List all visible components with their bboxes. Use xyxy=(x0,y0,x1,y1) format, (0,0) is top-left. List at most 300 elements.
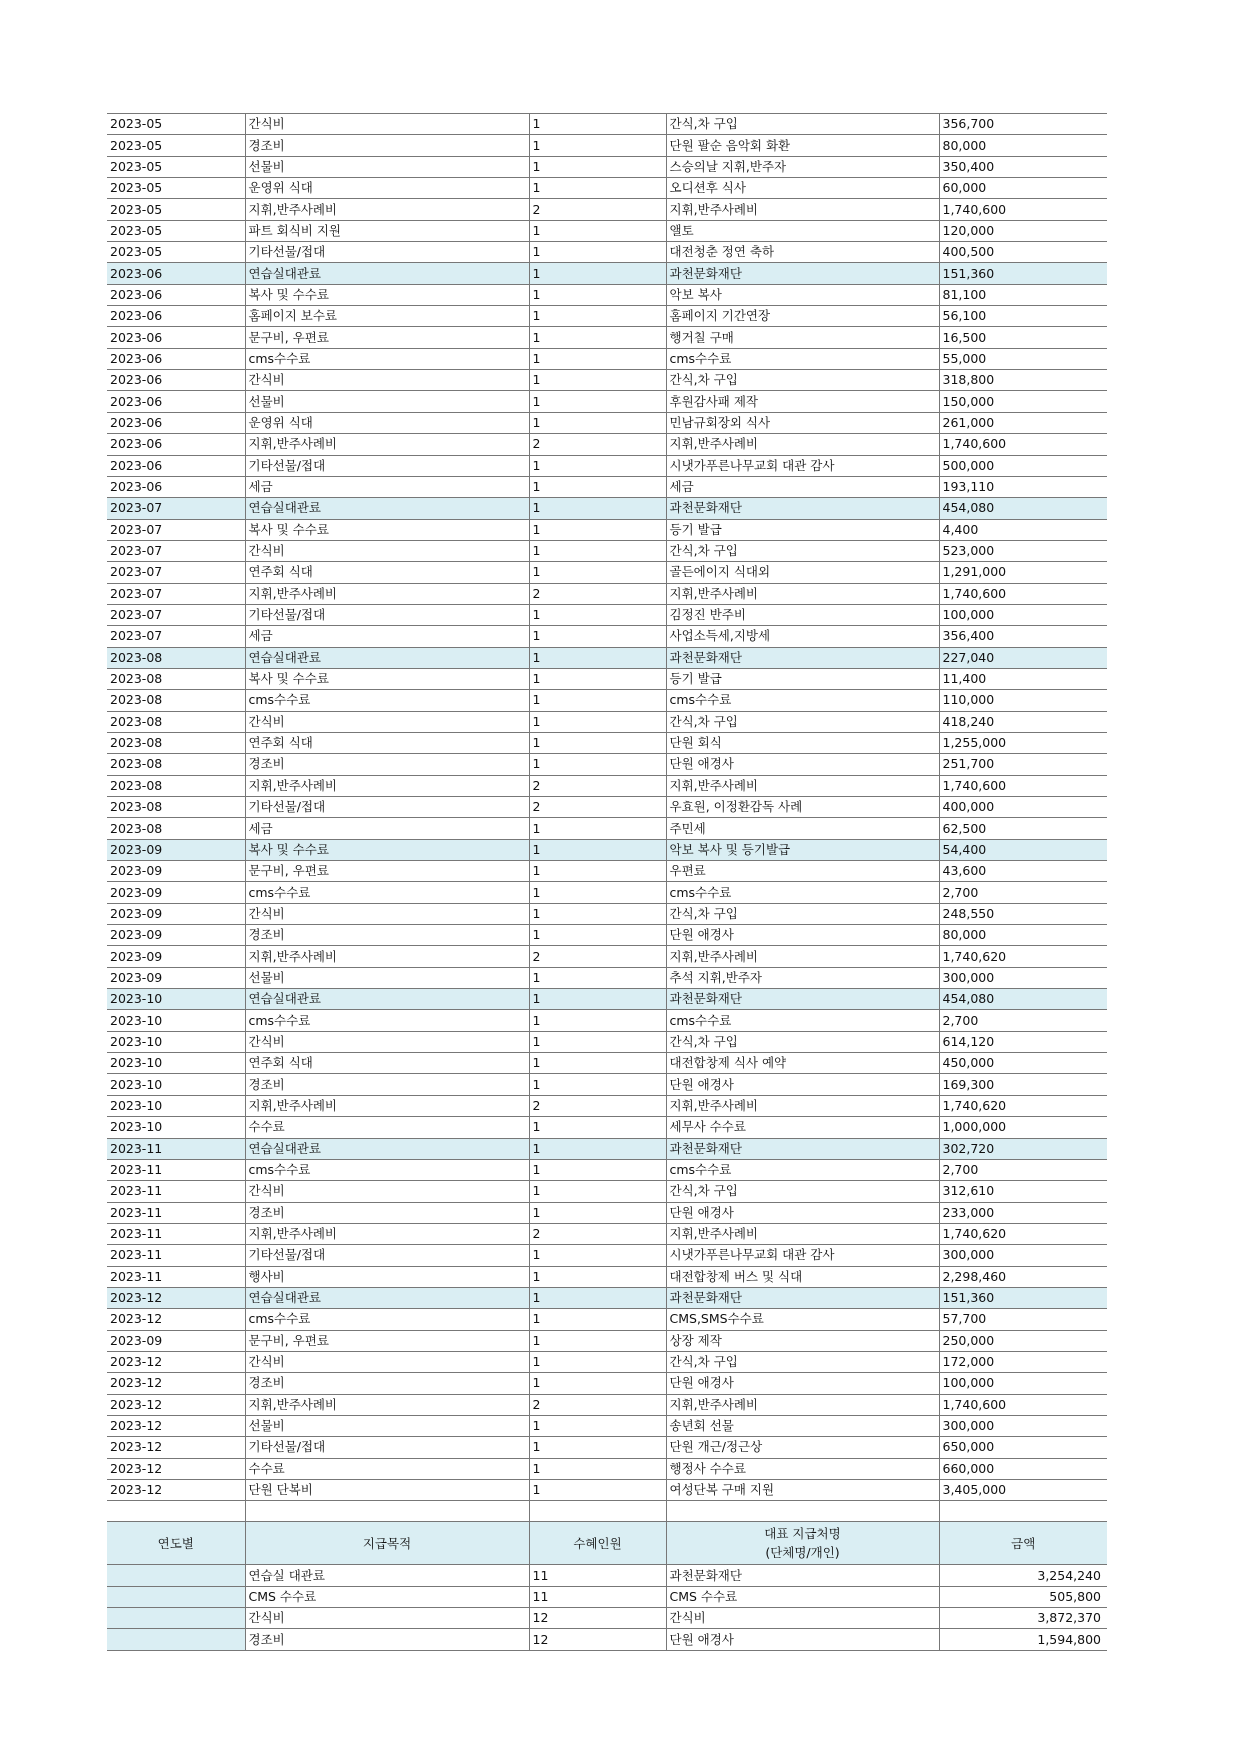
cell-month: 2023-08 xyxy=(107,711,245,732)
cell-purpose: 연습실대관료 xyxy=(245,647,529,668)
summary-section xyxy=(107,1501,1107,1565)
cell-purpose: 간식비 xyxy=(245,1351,529,1372)
cell-payee: 단원 애경사 xyxy=(666,1074,939,1095)
cell-month: 2023-09 xyxy=(107,946,245,967)
cell-recipients: 1 xyxy=(529,818,666,839)
cell-payee: 추석 지휘,반주자 xyxy=(666,967,939,988)
cell-recipients: 2 xyxy=(529,775,666,796)
cell-month: 2023-06 xyxy=(107,327,245,348)
cell-recipients: 1 xyxy=(529,1117,666,1138)
cell-amount: 614,120 xyxy=(939,1031,1107,1052)
header-year: 연도별 xyxy=(107,1522,245,1565)
cell-purpose: 행사비 xyxy=(245,1266,529,1287)
cell-payee: 세금 xyxy=(666,476,939,497)
cell-month: 2023-10 xyxy=(107,1117,245,1138)
cell-month: 2023-08 xyxy=(107,818,245,839)
cell-month: 2023-11 xyxy=(107,1266,245,1287)
cell-payee: 송년회 선물 xyxy=(666,1415,939,1436)
cell-recipients: 1 xyxy=(529,135,666,156)
cell-month: 2023-05 xyxy=(107,220,245,241)
cell-recipients: 1 xyxy=(529,263,666,284)
cell-amount: 4,400 xyxy=(939,519,1107,540)
cell-month: 2023-06 xyxy=(107,370,245,391)
cell-month: 2023-12 xyxy=(107,1373,245,1394)
cell-recipients: 1 xyxy=(529,327,666,348)
cell-month: 2023-08 xyxy=(107,732,245,753)
cell-purpose: 단원 단복비 xyxy=(245,1480,529,1501)
cell-purpose: cms수수료 xyxy=(245,690,529,711)
summary-rows xyxy=(107,1565,1107,1650)
cell-month: 2023-06 xyxy=(107,476,245,497)
cell-payee: 간식,차 구입 xyxy=(666,114,939,135)
cell-amount: 1,740,600 xyxy=(939,583,1107,604)
cell-amount: 1,291,000 xyxy=(939,562,1107,583)
header-purpose: 지급목적 xyxy=(245,1522,529,1565)
cell-month: 2023-05 xyxy=(107,178,245,199)
cell-purpose: 기타선물/접대 xyxy=(245,1245,529,1266)
cell-recipients: 1 xyxy=(529,242,666,263)
cell-purpose: 기타선물/접대 xyxy=(245,242,529,263)
table-row xyxy=(107,1223,1107,1244)
table-row xyxy=(107,348,1107,369)
cell-purpose: 문구비, 우편료 xyxy=(245,861,529,882)
table-row xyxy=(107,967,1107,988)
cell-payee: 후원감사패 제작 xyxy=(666,391,939,412)
cell-month: 2023-07 xyxy=(107,540,245,561)
cell-month: 2023-09 xyxy=(107,925,245,946)
table-row xyxy=(107,114,1107,135)
table-row xyxy=(107,1159,1107,1180)
cell-payee: 단원 애경사 xyxy=(666,925,939,946)
cell-amount: 418,240 xyxy=(939,711,1107,732)
cell-recipients: 1 xyxy=(529,1245,666,1266)
cell-payee: 스승의날 지휘,반주자 xyxy=(666,156,939,177)
cell-purpose: 선물비 xyxy=(245,1415,529,1436)
table-row xyxy=(107,1480,1107,1501)
cell-purpose: 복사 및 수수료 xyxy=(245,519,529,540)
cell-payee: 단원 개근/정근상 xyxy=(666,1437,939,1458)
cell-month: 2023-09 xyxy=(107,882,245,903)
cell-payee: 지휘,반주사례비 xyxy=(666,775,939,796)
cell-payee: 등기 발급 xyxy=(666,519,939,540)
cell-purpose: 경조비 xyxy=(245,1074,529,1095)
cell-amount: 1,740,620 xyxy=(939,946,1107,967)
cell-amount: 300,000 xyxy=(939,967,1107,988)
summary-purpose: 경조비 xyxy=(245,1629,529,1650)
cell-recipients: 2 xyxy=(529,1095,666,1116)
cell-payee: 악보 복사 xyxy=(666,284,939,305)
cell-month: 2023-11 xyxy=(107,1159,245,1180)
cell-amount: 11,400 xyxy=(939,668,1107,689)
cell-month: 2023-10 xyxy=(107,1095,245,1116)
summary-amount: 3,254,240 xyxy=(939,1565,1107,1586)
cell-recipients: 1 xyxy=(529,562,666,583)
cell-month: 2023-09 xyxy=(107,1330,245,1351)
summary-row xyxy=(107,1565,1107,1586)
cell-purpose: 경조비 xyxy=(245,1373,529,1394)
cell-purpose: 연습실대관료 xyxy=(245,498,529,519)
cell-month: 2023-09 xyxy=(107,967,245,988)
cell-amount: 261,000 xyxy=(939,412,1107,433)
cell-purpose: 연주회 식대 xyxy=(245,1053,529,1074)
cell-amount: 172,000 xyxy=(939,1351,1107,1372)
cell-payee: 등기 발급 xyxy=(666,668,939,689)
cell-payee: 단원 팔순 음악회 화환 xyxy=(666,135,939,156)
cell-purpose: 지휘,반주사례비 xyxy=(245,1095,529,1116)
cell-month: 2023-12 xyxy=(107,1394,245,1415)
cell-purpose: 경조비 xyxy=(245,135,529,156)
summary-purpose: 연습실 대관료 xyxy=(245,1565,529,1586)
cell-recipients: 1 xyxy=(529,1159,666,1180)
cell-recipients: 1 xyxy=(529,1031,666,1052)
cell-purpose: 연습실대관료 xyxy=(245,989,529,1010)
cell-recipients: 1 xyxy=(529,861,666,882)
cell-recipients: 1 xyxy=(529,370,666,391)
summary-purpose: 간식비 xyxy=(245,1608,529,1629)
cell-payee: 간식,차 구입 xyxy=(666,1031,939,1052)
cell-month: 2023-06 xyxy=(107,284,245,305)
cell-recipients: 1 xyxy=(529,647,666,668)
table-row xyxy=(107,1117,1107,1138)
summary-amount: 1,594,800 xyxy=(939,1629,1107,1650)
cell-month: 2023-12 xyxy=(107,1351,245,1372)
cell-recipients: 2 xyxy=(529,1394,666,1415)
table-row xyxy=(107,754,1107,775)
cell-amount: 350,400 xyxy=(939,156,1107,177)
cell-purpose: 복사 및 수수료 xyxy=(245,284,529,305)
cell-month: 2023-12 xyxy=(107,1480,245,1501)
table-row xyxy=(107,1415,1107,1436)
cell-amount: 250,000 xyxy=(939,1330,1107,1351)
cell-recipients: 1 xyxy=(529,306,666,327)
cell-payee: 간식,차 구입 xyxy=(666,1181,939,1202)
header-amount: 금액 xyxy=(939,1522,1107,1565)
cell-amount: 100,000 xyxy=(939,1373,1107,1394)
summary-year-cell xyxy=(107,1586,245,1607)
table-row xyxy=(107,498,1107,519)
cell-payee: 주민세 xyxy=(666,818,939,839)
cell-recipients: 2 xyxy=(529,199,666,220)
cell-month: 2023-07 xyxy=(107,583,245,604)
table-row xyxy=(107,1095,1107,1116)
cell-amount: 1,740,620 xyxy=(939,1223,1107,1244)
cell-amount: 1,000,000 xyxy=(939,1117,1107,1138)
cell-month: 2023-08 xyxy=(107,797,245,818)
table-row xyxy=(107,647,1107,668)
cell-recipients: 1 xyxy=(529,754,666,775)
table-row xyxy=(107,626,1107,647)
cell-recipients: 1 xyxy=(529,391,666,412)
cell-month: 2023-07 xyxy=(107,498,245,519)
table-row xyxy=(107,839,1107,860)
header-payee xyxy=(666,1522,939,1565)
header-recipients: 수혜인원 xyxy=(529,1522,666,1565)
cell-recipients: 1 xyxy=(529,732,666,753)
summary-payee: 과천문화재단 xyxy=(666,1565,939,1586)
cell-recipients: 1 xyxy=(529,1437,666,1458)
table-row xyxy=(107,583,1107,604)
cell-month: 2023-11 xyxy=(107,1202,245,1223)
cell-payee: 지휘,반주사례비 xyxy=(666,1394,939,1415)
cell-amount: 1,740,600 xyxy=(939,1394,1107,1415)
blank-row xyxy=(107,1501,1107,1522)
table-row xyxy=(107,604,1107,625)
cell-amount: 80,000 xyxy=(939,925,1107,946)
cell-month: 2023-06 xyxy=(107,412,245,433)
cell-amount: 3,405,000 xyxy=(939,1480,1107,1501)
cell-amount: 1,255,000 xyxy=(939,732,1107,753)
cell-recipients: 1 xyxy=(529,156,666,177)
table-row xyxy=(107,370,1107,391)
table-row xyxy=(107,668,1107,689)
cell-purpose: 간식비 xyxy=(245,114,529,135)
cell-recipients: 1 xyxy=(529,1138,666,1159)
cell-payee: 악보 복사 및 등기발급 xyxy=(666,839,939,860)
cell-amount: 1,740,600 xyxy=(939,775,1107,796)
cell-recipients: 1 xyxy=(529,1053,666,1074)
cell-amount: 450,000 xyxy=(939,1053,1107,1074)
cell-payee: 대전합창제 버스 및 식대 xyxy=(666,1266,939,1287)
cell-amount: 2,700 xyxy=(939,1159,1107,1180)
table-row xyxy=(107,178,1107,199)
cell-payee: 행거칠 구매 xyxy=(666,327,939,348)
cell-amount: 356,400 xyxy=(939,626,1107,647)
cell-month: 2023-10 xyxy=(107,1010,245,1031)
cell-month: 2023-12 xyxy=(107,1415,245,1436)
cell-recipients: 1 xyxy=(529,1373,666,1394)
table-row xyxy=(107,732,1107,753)
cell-recipients: 1 xyxy=(529,1287,666,1308)
cell-amount: 193,110 xyxy=(939,476,1107,497)
table-row xyxy=(107,946,1107,967)
cell-recipients: 2 xyxy=(529,1223,666,1244)
cell-month: 2023-11 xyxy=(107,1245,245,1266)
cell-recipients: 1 xyxy=(529,1266,666,1287)
cell-amount: 400,000 xyxy=(939,797,1107,818)
cell-payee: 지휘,반주사례비 xyxy=(666,1223,939,1244)
cell-recipients: 1 xyxy=(529,1010,666,1031)
cell-purpose: 운영위 식대 xyxy=(245,412,529,433)
table-row xyxy=(107,284,1107,305)
cell-purpose: 경조비 xyxy=(245,925,529,946)
cell-payee: 과천문화재단 xyxy=(666,1287,939,1308)
cell-month: 2023-10 xyxy=(107,1031,245,1052)
cell-recipients: 1 xyxy=(529,1458,666,1479)
cell-purpose: 연습실대관료 xyxy=(245,1287,529,1308)
cell-recipients: 1 xyxy=(529,925,666,946)
table-row xyxy=(107,1202,1107,1223)
cell-amount: 660,000 xyxy=(939,1458,1107,1479)
cell-purpose: 연습실대관료 xyxy=(245,1138,529,1159)
cell-month: 2023-06 xyxy=(107,455,245,476)
cell-purpose: 지휘,반주사례비 xyxy=(245,775,529,796)
cell-purpose: 기타선물/접대 xyxy=(245,604,529,625)
cell-month: 2023-09 xyxy=(107,903,245,924)
cell-purpose: 파트 회식비 지원 xyxy=(245,220,529,241)
cell-purpose: 연습실대관료 xyxy=(245,263,529,284)
cell-purpose: 문구비, 우편료 xyxy=(245,327,529,348)
cell-payee: 과천문화재단 xyxy=(666,263,939,284)
cell-payee: 김정진 반주비 xyxy=(666,604,939,625)
cell-purpose: 지휘,반주사례비 xyxy=(245,434,529,455)
cell-recipients: 1 xyxy=(529,1309,666,1330)
cell-payee: cms수수료 xyxy=(666,1159,939,1180)
cell-recipients: 1 xyxy=(529,114,666,135)
summary-recipients: 11 xyxy=(529,1586,666,1607)
cell-purpose: cms수수료 xyxy=(245,1309,529,1330)
cell-recipients: 2 xyxy=(529,434,666,455)
cell-recipients: 1 xyxy=(529,1074,666,1095)
cell-payee: 지휘,반주사례비 xyxy=(666,946,939,967)
cell-payee: 지휘,반주사례비 xyxy=(666,583,939,604)
cell-payee: 단원 회식 xyxy=(666,732,939,753)
cell-recipients: 1 xyxy=(529,412,666,433)
cell-payee: 지휘,반주사례비 xyxy=(666,1095,939,1116)
cell-recipients: 1 xyxy=(529,1415,666,1436)
cell-purpose: 간식비 xyxy=(245,1031,529,1052)
cell-recipients: 1 xyxy=(529,690,666,711)
cell-recipients: 1 xyxy=(529,967,666,988)
cell-month: 2023-10 xyxy=(107,1053,245,1074)
cell-month: 2023-08 xyxy=(107,668,245,689)
table-row xyxy=(107,391,1107,412)
table-row xyxy=(107,327,1107,348)
table-row xyxy=(107,1458,1107,1479)
summary-year-cell xyxy=(107,1629,245,1650)
table-row xyxy=(107,711,1107,732)
cell-payee: 우편료 xyxy=(666,861,939,882)
cell-payee: 민남규회장외 식사 xyxy=(666,412,939,433)
summary-payee: 단원 애경사 xyxy=(666,1629,939,1650)
cell-amount: 62,500 xyxy=(939,818,1107,839)
cell-month: 2023-05 xyxy=(107,199,245,220)
table-row xyxy=(107,1266,1107,1287)
table-row xyxy=(107,412,1107,433)
cell-purpose: 간식비 xyxy=(245,711,529,732)
cell-month: 2023-11 xyxy=(107,1181,245,1202)
cell-payee: 대전청춘 정연 축하 xyxy=(666,242,939,263)
table-row xyxy=(107,1287,1107,1308)
cell-month: 2023-12 xyxy=(107,1437,245,1458)
cell-amount: 650,000 xyxy=(939,1437,1107,1458)
cell-month: 2023-06 xyxy=(107,306,245,327)
cell-payee: 우효원, 이정환감독 사례 xyxy=(666,797,939,818)
cell-purpose: 기타선물/접대 xyxy=(245,797,529,818)
cell-recipients: 1 xyxy=(529,1330,666,1351)
cell-amount: 151,360 xyxy=(939,1287,1107,1308)
summary-payee: CMS 수수료 xyxy=(666,1586,939,1607)
cell-payee: cms수수료 xyxy=(666,690,939,711)
cell-month: 2023-12 xyxy=(107,1309,245,1330)
cell-amount: 16,500 xyxy=(939,327,1107,348)
table-row xyxy=(107,882,1107,903)
cell-month: 2023-07 xyxy=(107,562,245,583)
cell-month: 2023-07 xyxy=(107,519,245,540)
cell-amount: 356,700 xyxy=(939,114,1107,135)
summary-amount: 505,800 xyxy=(939,1586,1107,1607)
cell-month: 2023-06 xyxy=(107,263,245,284)
table-row xyxy=(107,1181,1107,1202)
cell-purpose: 지휘,반주사례비 xyxy=(245,1394,529,1415)
table-row xyxy=(107,1010,1107,1031)
table-row xyxy=(107,306,1107,327)
cell-recipients: 1 xyxy=(529,626,666,647)
cell-payee: 홈페이지 기간연장 xyxy=(666,306,939,327)
cell-amount: 300,000 xyxy=(939,1245,1107,1266)
cell-recipients: 1 xyxy=(529,839,666,860)
summary-recipients: 11 xyxy=(529,1565,666,1586)
cell-recipients: 1 xyxy=(529,989,666,1010)
summary-row xyxy=(107,1586,1107,1607)
table-row xyxy=(107,1330,1107,1351)
table-row xyxy=(107,989,1107,1010)
cell-payee: cms수수료 xyxy=(666,882,939,903)
cell-month: 2023-11 xyxy=(107,1223,245,1244)
cell-amount: 500,000 xyxy=(939,455,1107,476)
cell-payee: 과천문화재단 xyxy=(666,498,939,519)
cell-payee: 오디션후 식사 xyxy=(666,178,939,199)
summary-purpose: CMS 수수료 xyxy=(245,1586,529,1607)
cell-purpose: cms수수료 xyxy=(245,1010,529,1031)
cell-purpose: cms수수료 xyxy=(245,882,529,903)
cell-month: 2023-07 xyxy=(107,604,245,625)
cell-month: 2023-12 xyxy=(107,1287,245,1308)
cell-month: 2023-08 xyxy=(107,754,245,775)
table-row xyxy=(107,135,1107,156)
cell-recipients: 1 xyxy=(529,476,666,497)
cell-payee: 상장 제작 xyxy=(666,1330,939,1351)
cell-purpose: 선물비 xyxy=(245,967,529,988)
cell-payee: 지휘,반주사례비 xyxy=(666,434,939,455)
cell-amount: 100,000 xyxy=(939,604,1107,625)
table-row xyxy=(107,775,1107,796)
cell-recipients: 1 xyxy=(529,1480,666,1501)
cell-purpose: 수수료 xyxy=(245,1458,529,1479)
cell-purpose: 선물비 xyxy=(245,156,529,177)
cell-recipients: 2 xyxy=(529,797,666,818)
cell-amount: 251,700 xyxy=(939,754,1107,775)
cell-amount: 150,000 xyxy=(939,391,1107,412)
table-row xyxy=(107,1373,1107,1394)
cell-purpose: 간식비 xyxy=(245,1181,529,1202)
cell-recipients: 1 xyxy=(529,882,666,903)
cell-purpose: cms수수료 xyxy=(245,348,529,369)
cell-purpose: 선물비 xyxy=(245,391,529,412)
table-row xyxy=(107,519,1107,540)
cell-amount: 80,000 xyxy=(939,135,1107,156)
cell-month: 2023-11 xyxy=(107,1138,245,1159)
cell-month: 2023-05 xyxy=(107,242,245,263)
cell-payee: 간식,차 구입 xyxy=(666,1351,939,1372)
cell-purpose: 경조비 xyxy=(245,754,529,775)
cell-recipients: 1 xyxy=(529,348,666,369)
summary-year-cell xyxy=(107,1565,245,1586)
cell-purpose: 지휘,반주사례비 xyxy=(245,1223,529,1244)
cell-month: 2023-10 xyxy=(107,989,245,1010)
cell-month: 2023-09 xyxy=(107,839,245,860)
cell-purpose: 운영위 식대 xyxy=(245,178,529,199)
summary-payee: 간식비 xyxy=(666,1608,939,1629)
table-row xyxy=(107,156,1107,177)
cell-amount: 151,360 xyxy=(939,263,1107,284)
cell-amount: 302,720 xyxy=(939,1138,1107,1159)
cell-amount: 454,080 xyxy=(939,498,1107,519)
cell-purpose: 지휘,반주사례비 xyxy=(245,946,529,967)
summary-amount: 3,872,370 xyxy=(939,1608,1107,1629)
cell-amount: 169,300 xyxy=(939,1074,1107,1095)
cell-amount: 318,800 xyxy=(939,370,1107,391)
cell-purpose: 간식비 xyxy=(245,370,529,391)
